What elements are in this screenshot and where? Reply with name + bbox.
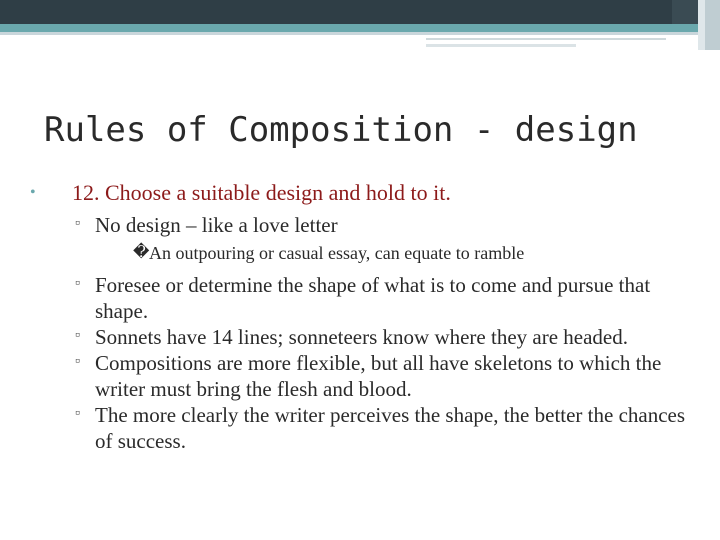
sub-bullet-text: The more clearly the writer perceives the shape, the better the chances of success. — [95, 403, 686, 453]
main-bullet-text: 12. Choose a suitable design and hold to it. — [72, 180, 451, 205]
sub-bullet-mark: ▫ — [75, 406, 80, 421]
sub-sub-bullet-mark: � — [133, 244, 150, 261]
sub-bullet-text: Foresee or determine the shape of what is to come and pursue that shape. — [95, 273, 651, 323]
sub-bullet-mark: ▫ — [75, 328, 80, 343]
header-band — [0, 0, 720, 24]
sub-sub-bullet — [75, 242, 695, 264]
sub-bullet — [75, 350, 695, 402]
sub-sub-bullet-text: An outpouring or casual essay, can equate to ramble — [149, 243, 525, 263]
sub-bullet — [75, 272, 695, 324]
main-bullet — [30, 180, 700, 206]
sub-bullet-list — [75, 212, 695, 454]
sub-bullet — [75, 212, 695, 238]
header-light-stripe — [0, 32, 720, 35]
sub-bullet-text: Compositions are more flexible, but all have skeletons to which the writer must bring the flesh and blood. — [95, 351, 662, 401]
sub-bullet-mark: ▫ — [75, 354, 80, 369]
slide-title: Rules of Composition - design — [44, 110, 638, 150]
sub-bullet-text: No design – like a love letter — [95, 213, 338, 237]
corner-decoration — [672, 0, 698, 24]
sub-bullet-mark: ▫ — [75, 276, 80, 291]
header-accent-stripe — [0, 24, 720, 32]
decorative-line — [426, 44, 576, 47]
sub-bullet-text: Sonnets have 14 lines; sonneteers know where they are headed. — [95, 325, 628, 349]
decorative-line — [426, 38, 666, 40]
corner-decoration — [705, 0, 720, 50]
sub-bullet-mark: ▫ — [75, 216, 80, 231]
sub-bullet — [75, 324, 695, 350]
sub-bullet — [75, 402, 695, 454]
bullet-mark: • — [30, 184, 36, 201]
